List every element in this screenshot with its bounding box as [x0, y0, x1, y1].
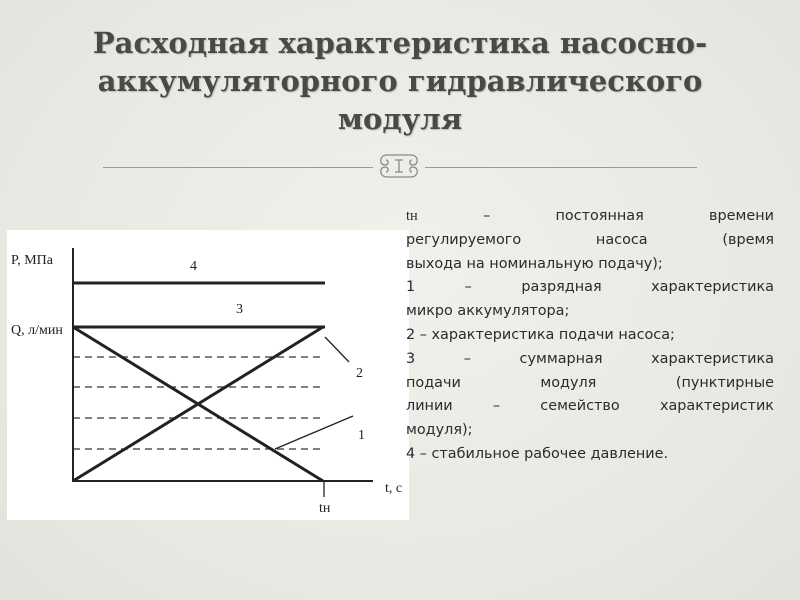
legend-item-3-line-2: подачи модуля (пунктирные: [406, 374, 774, 391]
legend-item-3-line-1: 3 – суммарная характеристика: [406, 350, 774, 367]
legend-item-4-line-1: 4 – стабильное рабочее давление.: [406, 445, 669, 462]
slide-title: [60, 24, 740, 138]
legend-tn-line-1: [406, 205, 774, 229]
slide-title-line-3: модуля: [337, 102, 463, 136]
y-axis-label-flow: Q, л/мин: [11, 323, 63, 338]
x-axis-label: t, с: [385, 481, 403, 496]
scroll-ornament-icon: [373, 149, 425, 183]
divider-right: [425, 167, 697, 168]
curve-label-2: 2: [356, 366, 363, 381]
diagram-panel: [7, 230, 409, 520]
leader-line-1: [275, 416, 353, 449]
legend-text-block: [406, 205, 774, 467]
legend-item-3-line-3: линии – семейство характеристик: [406, 398, 774, 415]
legend-tn-line-3: выхода на номинальную подачу);: [406, 255, 663, 272]
tn-description-1: – постоянная времени: [417, 208, 774, 224]
legend-item-2-line-1: 2 – характеристика подачи насоса;: [406, 326, 675, 343]
curve-label-4: 4: [190, 259, 197, 274]
legend-item-3-line-4: модуля);: [406, 422, 473, 439]
leader-line-2: [325, 337, 349, 362]
legend-tn-line-2: регулируемого насоса (время: [406, 231, 774, 248]
curve-label-1: 1: [358, 428, 365, 443]
slide-title-line-2: аккумуляторного гидравлического: [97, 64, 703, 98]
slide-title-line-1: Расходная характеристика насосно-: [92, 26, 708, 60]
tn-symbol: tн: [406, 208, 418, 224]
legend-item-1-line-2: микро аккумулятора;: [406, 303, 570, 320]
divider-left: [103, 167, 373, 168]
legend-item-1-line-1: 1 – разрядная характеристика: [406, 279, 774, 296]
curve-label-3: 3: [236, 302, 243, 317]
y-axis-label-pressure: P, МПа: [11, 253, 54, 268]
x-axis-tick-tn: tн: [319, 501, 331, 516]
flow-characteristic-diagram: [7, 230, 409, 520]
